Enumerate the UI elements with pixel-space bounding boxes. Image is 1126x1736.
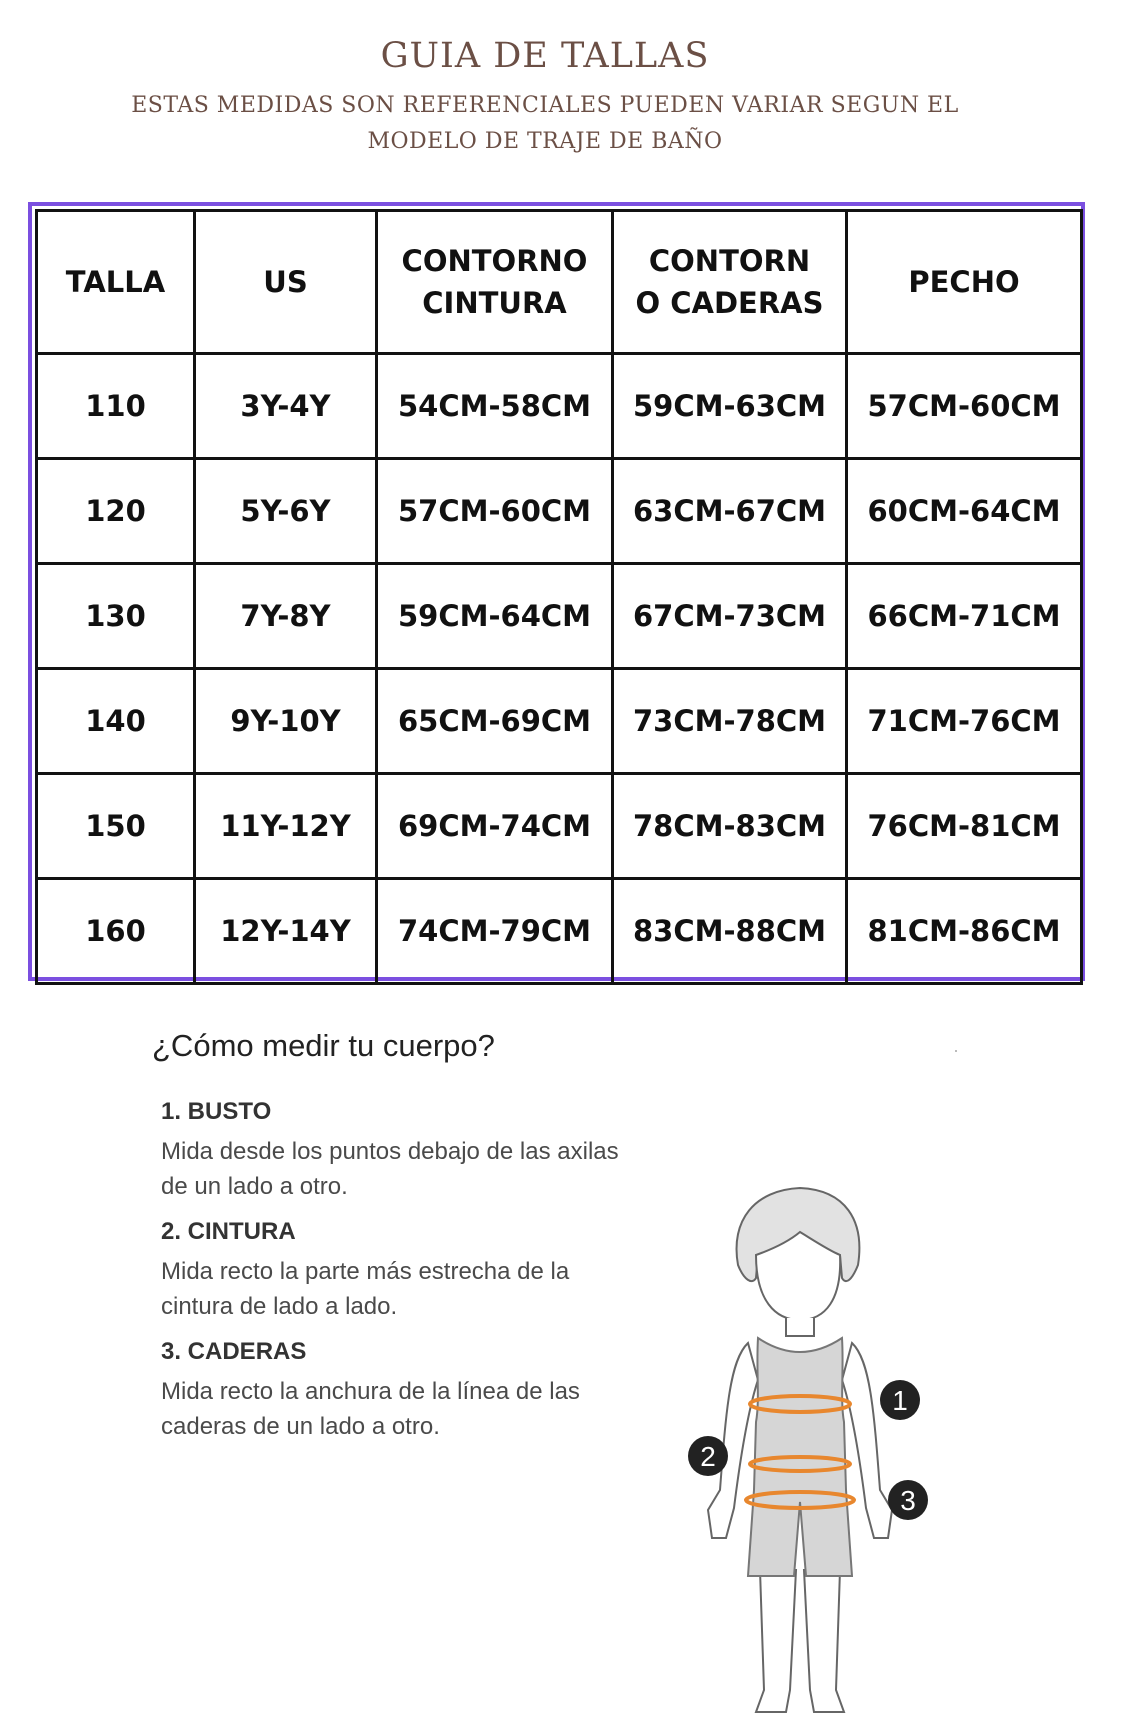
table-row	[37, 459, 1082, 564]
marker-1	[880, 1380, 920, 1420]
size-table-frame	[28, 202, 1085, 981]
header-contorno-caderas	[613, 211, 847, 354]
cell-caderas: 67CM-73CM	[613, 564, 847, 669]
cell-cintura: 59CM-64CM	[377, 564, 613, 669]
cell-pecho: 57CM-60CM	[847, 354, 1082, 459]
cell-us: 3Y-4Y	[195, 354, 377, 459]
marker-1-label: 1	[892, 1385, 908, 1416]
cell-cintura: 69CM-74CM	[377, 774, 613, 879]
page-title: GUIA DE TALLAS	[380, 36, 710, 76]
cell-cintura: 57CM-60CM	[377, 459, 613, 564]
cell-talla: 110	[37, 354, 195, 459]
cell-talla: 160	[37, 879, 195, 984]
cell-pecho: 76CM-81CM	[847, 774, 1082, 879]
cell-cintura: 65CM-69CM	[377, 669, 613, 774]
page-subtitle: ESTAS MEDIDAS SON REFERENCIALES PUEDEN VARIAR SEGUN EL MODELO DE TRAJE DE BAÑO	[131, 93, 959, 154]
header-contorno-caderas-text: CONTORN O CADERAS	[635, 244, 824, 320]
cell-us: 11Y-12Y	[195, 774, 377, 879]
step-cintura-text: Mida recto la parte más estrecha de la cintura de lado a lado.	[161, 1258, 570, 1320]
header-contorno-cintura	[377, 211, 613, 354]
table-row	[37, 879, 1082, 984]
cell-cintura: 54CM-58CM	[377, 354, 613, 459]
cell-us: 9Y-10Y	[195, 669, 377, 774]
cell-caderas: 78CM-83CM	[613, 774, 847, 879]
cell-pecho: 71CM-76CM	[847, 669, 1082, 774]
cell-caderas: 63CM-67CM	[613, 459, 847, 564]
step-busto-text: Mida desde los puntos debajo de las axilas de un lado a otro.	[161, 1138, 619, 1200]
step-caderas-heading: 3. CADERAS	[161, 1338, 307, 1365]
step-cintura-heading: 2. CINTURA	[161, 1218, 296, 1245]
cell-pecho: 60CM-64CM	[847, 459, 1082, 564]
cell-cintura: 74CM-79CM	[377, 879, 613, 984]
decorative-dot	[955, 1050, 957, 1052]
table-row	[37, 669, 1082, 774]
header-us: US	[195, 211, 377, 354]
child-body-illustration	[660, 1160, 940, 1730]
marker-3-label: 3	[900, 1485, 916, 1516]
marker-3	[888, 1480, 928, 1520]
cell-talla: 150	[37, 774, 195, 879]
marker-2-label: 2	[700, 1441, 716, 1472]
table-row	[37, 354, 1082, 459]
size-table	[35, 209, 1083, 985]
cell-us: 5Y-6Y	[195, 459, 377, 564]
cell-caderas: 83CM-88CM	[613, 879, 847, 984]
table-row	[37, 564, 1082, 669]
header-talla: TALLA	[37, 211, 195, 354]
header-pecho: PECHO	[847, 211, 1082, 354]
cell-pecho: 81CM-86CM	[847, 879, 1082, 984]
step-caderas-text: Mida recto la anchura de la línea de las caderas de un lado a otro.	[161, 1378, 580, 1440]
cell-talla: 140	[37, 669, 195, 774]
measure-steps	[161, 1098, 631, 1458]
cell-talla: 130	[37, 564, 195, 669]
marker-2	[688, 1436, 728, 1476]
cell-us: 12Y-14Y	[195, 879, 377, 984]
cell-pecho: 66CM-71CM	[847, 564, 1082, 669]
table-row	[37, 774, 1082, 879]
table-header-row	[37, 211, 1082, 354]
cell-caderas: 73CM-78CM	[613, 669, 847, 774]
cell-caderas: 59CM-63CM	[613, 354, 847, 459]
cell-talla: 120	[37, 459, 195, 564]
cell-us: 7Y-8Y	[195, 564, 377, 669]
step-busto-heading: 1. BUSTO	[161, 1098, 272, 1125]
how-to-measure-title: ¿Cómo medir tu cuerpo?	[152, 1028, 495, 1063]
header-contorno-cintura-text: CONTORNO CINTURA	[401, 244, 588, 320]
